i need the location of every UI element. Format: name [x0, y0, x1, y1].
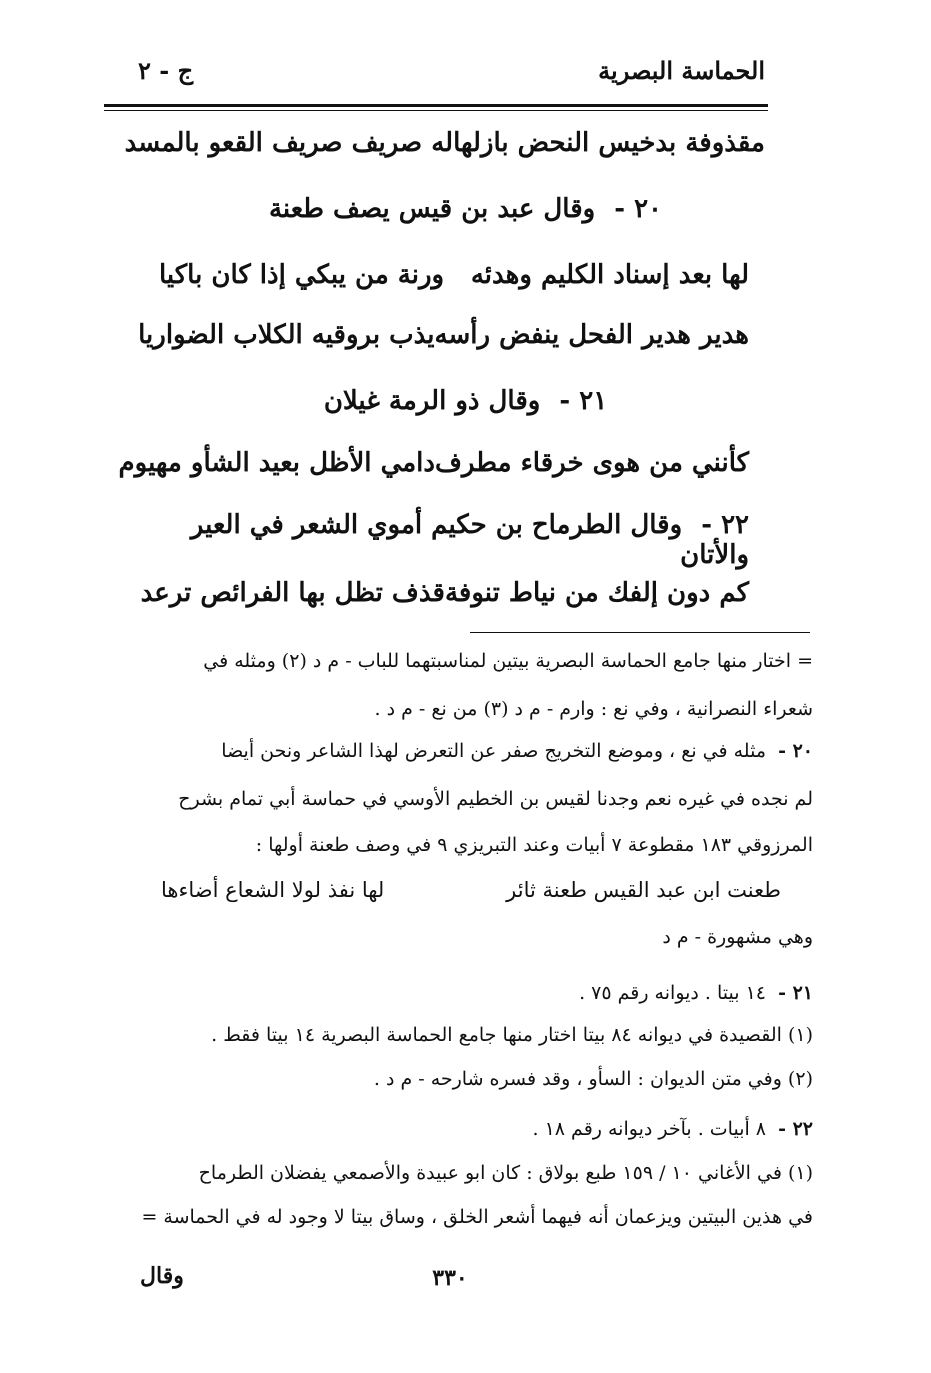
header-rule-thin	[104, 110, 768, 111]
book-title: الحماسة البصرية	[598, 56, 765, 85]
verse-second-hemistich: له صريف صريف القعو بالمسد	[124, 128, 454, 158]
footnote-line: (٢) وفي متن الديوان : السأو ، وقد فسره شارحه - م د .	[373, 1068, 813, 1090]
footnote-number: ٢٠ -	[778, 740, 813, 762]
poem-title: وقال الطرماح بن حكيم أموي الشعر في العير والأتان	[190, 510, 749, 570]
verse-line	[138, 320, 749, 350]
footnote-verse	[161, 878, 781, 902]
verse-second-hemistich: دامي الأظل بعيد الشأو مهيوم	[118, 448, 435, 478]
verse-first-hemistich: لها بعد إسناد الكليم وهدئه	[470, 260, 749, 290]
verse-second-hemistich: ورنة من يبكي إذا كان باكيا	[159, 260, 445, 290]
catchword: وقال	[140, 1263, 184, 1289]
footnote-21	[113, 982, 813, 1004]
footnote-20	[113, 740, 813, 762]
footnote-22	[113, 1118, 813, 1140]
verse-first-hemistich: طعنت ابن عبد القيس طعنة ثائر	[506, 878, 781, 902]
footnote-text: مثله في نع ، وموضع التخريج صفر عن التعرض لهذا الشاعر ونحن أيضا	[221, 740, 767, 762]
footnote-line: (١) القصيدة في ديوانه ٨٤ بيتا اختار منها جامع الحماسة البصرية ١٤ بيتا فقط .	[211, 1024, 813, 1046]
footnote-line: لم نجده في غيره نعم وجدنا لقيس بن الخطيم الأوسي في حماسة أبي تمام بشرح	[178, 788, 813, 810]
poem-title: وقال ذو الرمة غيلان	[323, 386, 541, 416]
poem-number: ٢٢ -	[701, 510, 749, 540]
verse-line	[140, 578, 749, 608]
verse-first-hemistich: هدير هدير الفحل ينفض رأسه	[434, 320, 749, 350]
verse-line	[159, 260, 749, 290]
poem-number: ٢١ -	[559, 386, 608, 416]
footnote-line: وهي مشهورة - م د	[662, 926, 813, 948]
poem-heading-22	[149, 510, 749, 570]
poem-heading-21	[0, 386, 931, 416]
running-header	[100, 56, 765, 96]
poem-number: ٢٠ -	[614, 194, 663, 224]
footnote-line: شعراء النصرانية ، وفي نع : وارم - م د (٣) من نع - م د .	[374, 698, 813, 720]
footnote-line: = اختار منها جامع الحماسة البصرية بيتين لمناسبتهما للباب - م د (٢) ومثله في	[203, 650, 813, 672]
footnote-number: ٢٢ -	[778, 1118, 813, 1140]
footnote-number: ٢١ -	[778, 982, 813, 1004]
verse-second-hemistich: يذب بروقيه الكلاب الضواريا	[138, 320, 435, 350]
verse-first-hemistich: مقذوفة بدخيس النحض بازلها	[453, 128, 765, 158]
verse-line	[124, 128, 765, 158]
verse-second-hemistich: قذف تظل بها الفرائص ترعد	[140, 578, 445, 608]
footnote-separator	[470, 632, 810, 633]
header-rule	[104, 104, 768, 107]
verse-line	[118, 448, 749, 478]
verse-first-hemistich: كأنني من هوى خرقاء مطرف	[434, 448, 749, 478]
footnote-line: (١) في الأغاني ١٠ / ١٥٩ طبع بولاق : كان ابو عبيدة والأصمعي يفضلان الطرماح	[198, 1162, 813, 1184]
footnote-text: ١٤ بيتا . ديوانه رقم ٧٥ .	[579, 982, 767, 1004]
verse-first-hemistich: كم دون إلفك من نياط تنوفة	[444, 578, 749, 608]
poem-heading-20	[0, 194, 931, 224]
footnote-line: في هذين البيتين ويزعمان أنه فيهما أشعر الخلق ، وساق بيتا لا وجود له في الحماسة =	[141, 1206, 813, 1228]
part-number: ج - ٢	[138, 56, 194, 85]
footnote-text: ٨ أبيات . بآخر ديوانه رقم ١٨ .	[532, 1118, 767, 1140]
verse-second-hemistich: لها نفذ لولا الشعاع أضاءها	[161, 878, 385, 902]
page-number: ٣٣٠	[432, 1265, 468, 1291]
footnote-line: المرزوقي ١٨٣ مقطوعة ٧ أبيات وعند التبريزي ٩ في وصف طعنة أولها :	[255, 834, 813, 856]
poem-title: وقال عبد بن قيس يصف طعنة	[268, 194, 596, 224]
